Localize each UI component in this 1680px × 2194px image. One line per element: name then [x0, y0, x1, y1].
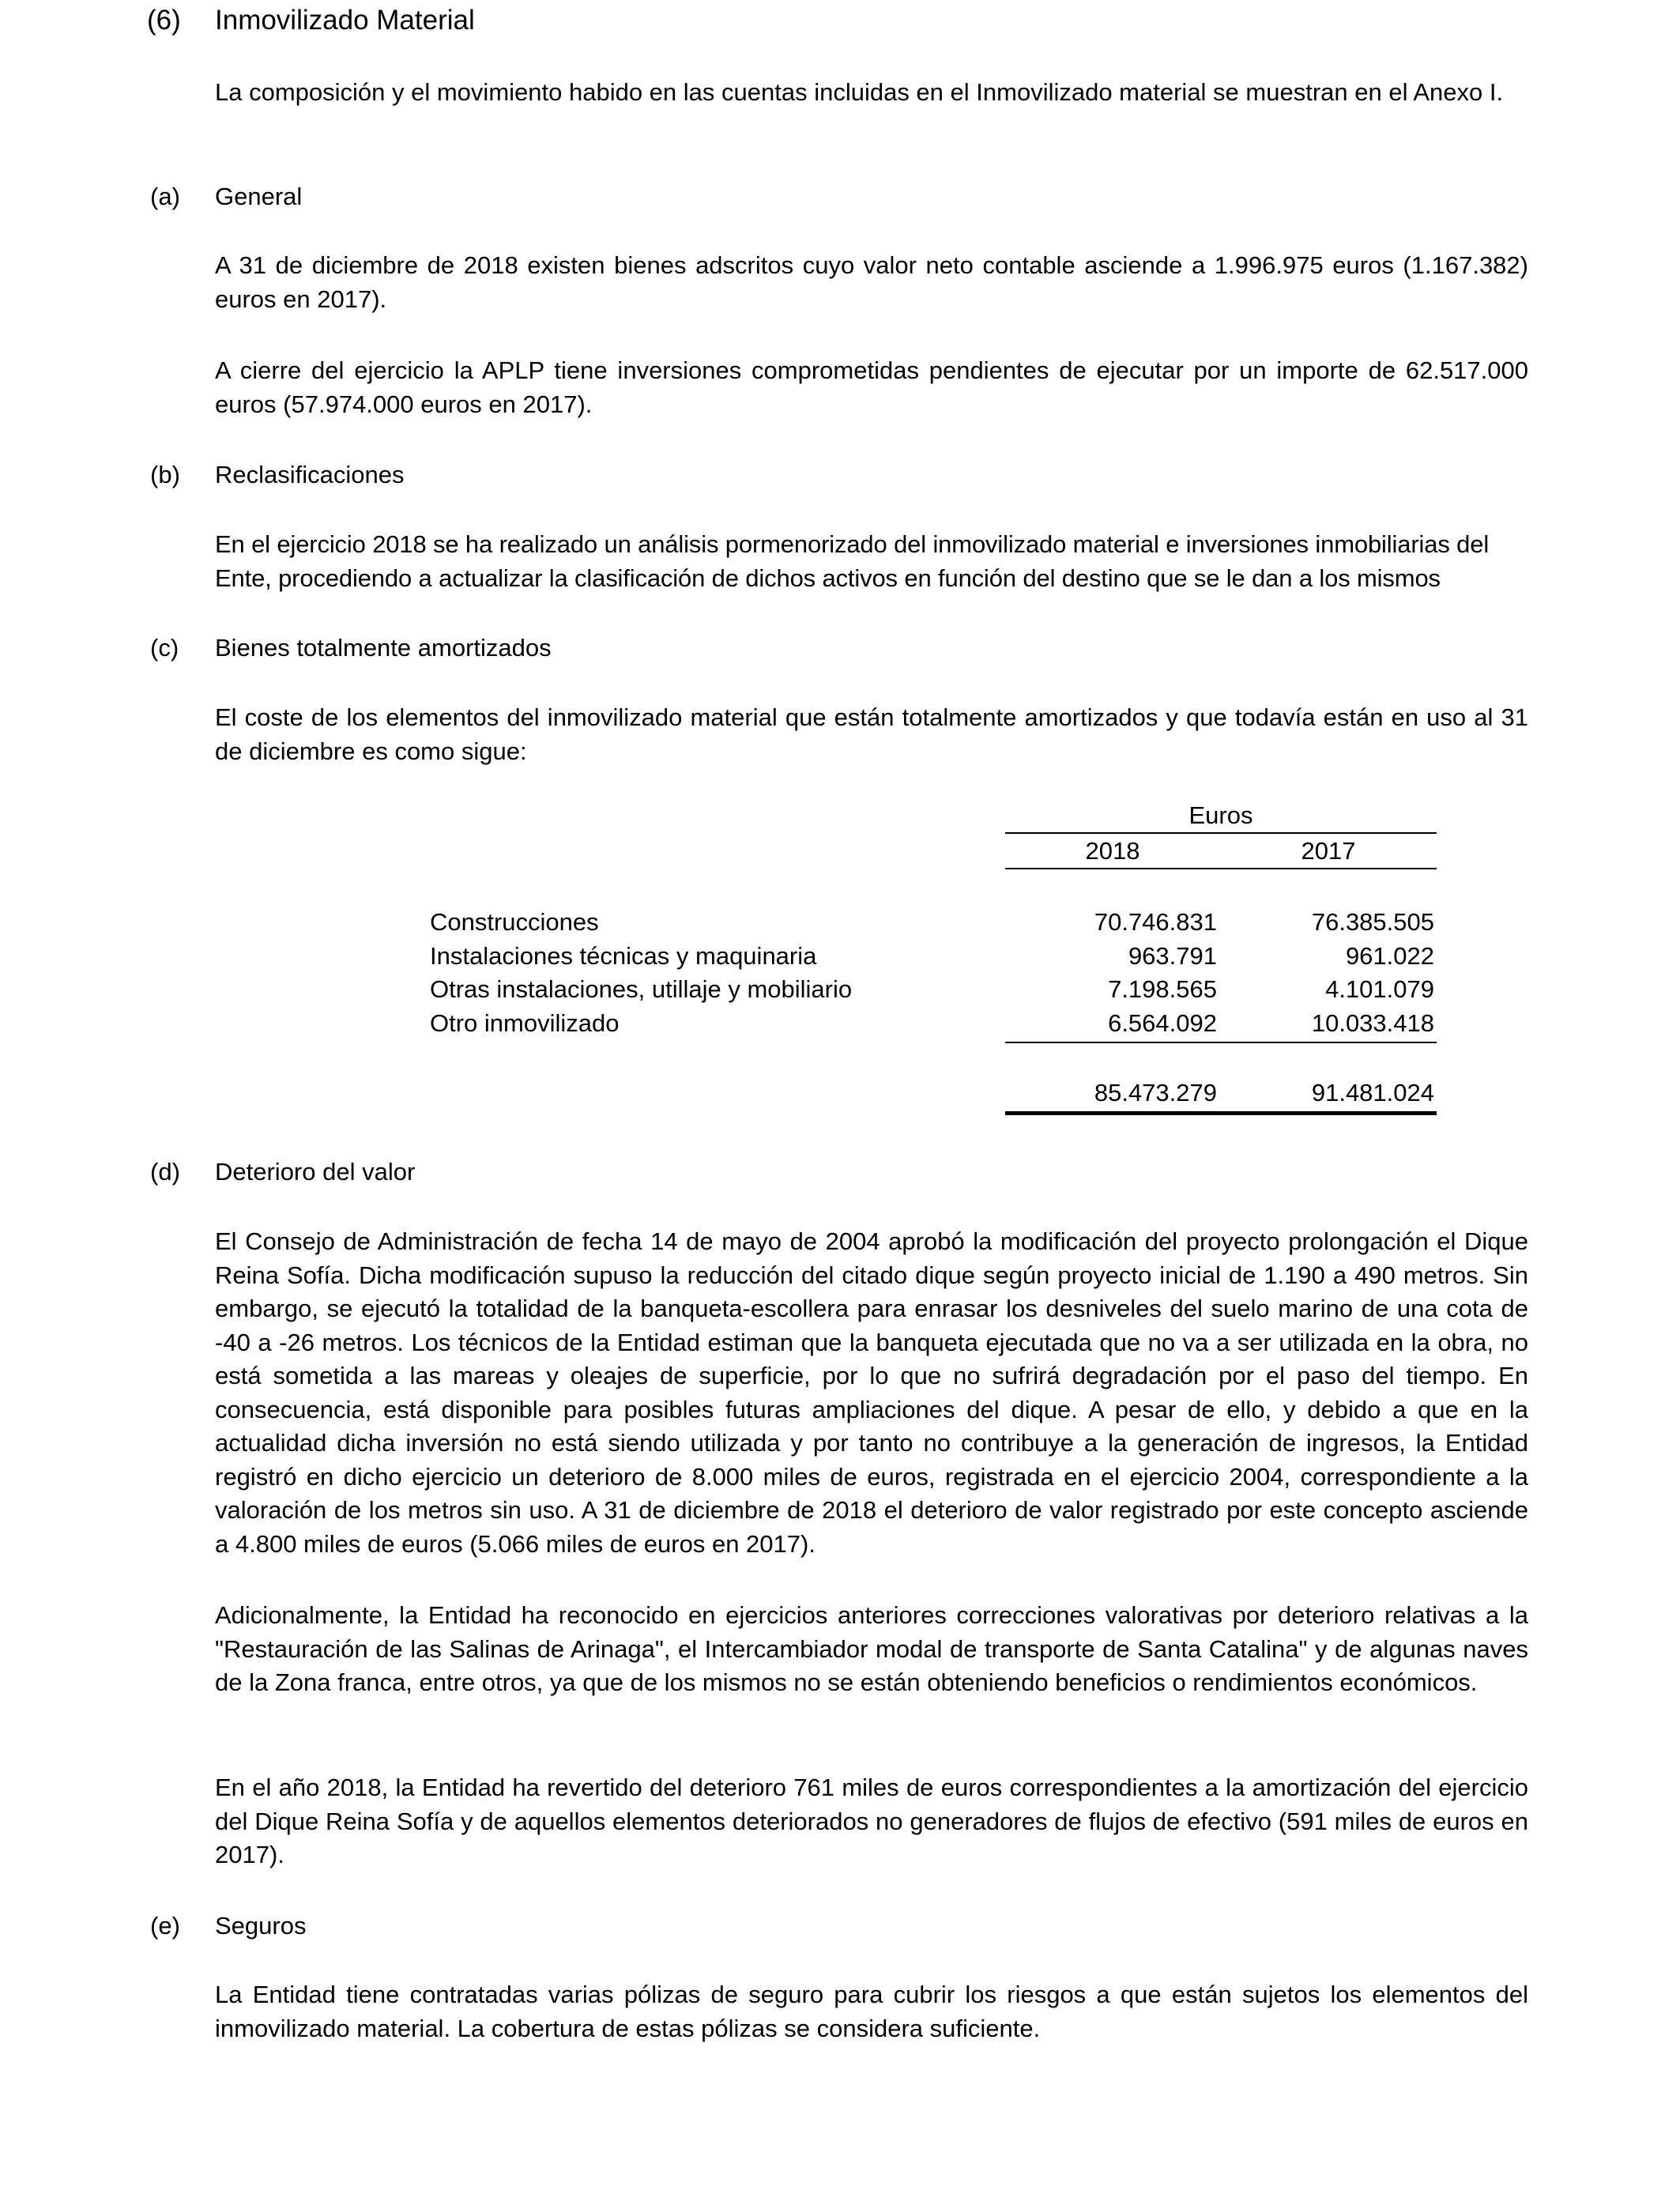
intro-paragraph: La composición y el movimiento habido en las cuentas incluidas en el Inmovilizado material se muestran en el Anexo I.: [215, 78, 1504, 106]
table-cell-2017: 76.385.505: [1311, 908, 1434, 936]
table-total-2017: 91.481.024: [1311, 1079, 1434, 1106]
table-subtotal-rule: [1005, 1042, 1437, 1043]
table-cell-2018: 70.746.831: [1094, 908, 1217, 936]
subsection-a-label: (a): [150, 183, 180, 210]
table-cell-2018: 963.791: [1128, 942, 1217, 970]
table-row-label: Otro inmovilizado: [430, 1009, 620, 1037]
subsection-a-paragraph-1: A 31 de diciembre de 2018 existen bienes adscritos cuyo valor neto contable asciende a 1.996.975 euros (1.167.382) euros en 2017).: [215, 251, 1528, 313]
subsection-c-label: (c): [150, 634, 179, 662]
subsection-d-label: (d): [150, 1158, 180, 1186]
table-row-label: Otras instalaciones, utillaje y mobiliario: [430, 975, 853, 1003]
section-number: (6): [147, 5, 181, 36]
table-total-rule: [1005, 1111, 1437, 1115]
table-currency-header: Euros: [1188, 801, 1253, 829]
subsection-e-label: (e): [150, 1912, 180, 1940]
subsection-d-paragraph-1: El Consejo de Administración de fecha 14 de mayo de 2004 aprobó la modificación del proyecto prolongación el Dique Reina Sofía. Dicha modificación supuso la reducción del citado dique según proyecto inicial de 1.190 a 490 metros. Sin embargo, se ejecutó la totalidad de la banqueta-escollera para enrasar los desniveles del suelo marino de una cota de -40 a -26 metros. Los técnicos de la Entidad estiman que la banqueta ejecutada que no va a ser utilizada en la obra, no está sometida a las mareas y oleajes de superficie, por lo que no sufrirá degradación por el paso del tiempo. En consecuencia, está disponible para posibles futuras ampliaciones del dique. A pesar de ello, y debido a que en la actualidad dicha inversión no está siendo utilizada y por tanto no contribuye a la generación de ingresos, la Entidad registró en dicho ejercicio un deterioro de 8.000 miles de euros, registrada en el ejercicio 2004, correspondiente a la valoración de los metros sin uso. A 31 de diciembre de 2018 el deterioro de valor registrado por este concepto asciende a 4.800 miles de euros (5.066 miles de euros en 2017).: [215, 1227, 1528, 1558]
table-year-2018-header: 2018: [1085, 837, 1140, 865]
subsection-a-paragraph-2: A cierre del ejercicio la APLP tiene inversiones comprometidas pendientes de ejecutar por un importe de 62.517.000 euros (57.974.000 euros en 2017).: [215, 356, 1528, 418]
table-cell-2018: 6.564.092: [1108, 1009, 1217, 1037]
subsection-b-paragraph: En el ejercicio 2018 se ha realizado un análisis pormenorizado del inmovilizado material e inversiones inmobiliarias del Ente, procediendo a actualizar la clasificación de dichos activos en función del destino que se le dan a los mismos: [215, 530, 1490, 592]
subsection-a-title: General: [215, 183, 303, 210]
subsection-b-title: Reclasificaciones: [215, 461, 405, 488]
table-cell-2017: 961.022: [1345, 942, 1434, 970]
subsection-d-title: Deterioro del valor: [215, 1158, 416, 1186]
subsection-c-paragraph: El coste de los elementos del inmovilizado material que están totalmente amortizados y que todavía están en uso al 31 de diciembre es como sigue:: [215, 703, 1528, 765]
table-cell-2017: 4.101.079: [1325, 975, 1434, 1003]
table-row-label: Instalaciones técnicas y maquinaria: [430, 942, 817, 970]
table-year-rule: [1005, 868, 1437, 869]
table-row-label: Construcciones: [430, 908, 599, 936]
subsection-d-paragraph-3: En el año 2018, la Entidad ha revertido del deterioro 761 miles de euros correspondientes a la amortización del ejercicio del Dique Reina Sofía y de aquellos elementos deteriorados no generadores de flujos de efectivo (591 miles de euros en 2017).: [215, 1774, 1528, 1868]
table-total-2018: 85.473.279: [1094, 1079, 1217, 1106]
table-year-2017-header: 2017: [1301, 837, 1356, 865]
subsection-c-title: Bienes totalmente amortizados: [215, 634, 552, 662]
table-header-rule: [1005, 832, 1437, 834]
subsection-e-title: Seguros: [215, 1912, 307, 1940]
subsection-e-paragraph: La Entidad tiene contratadas varias pólizas de seguro para cubrir los riesgos a que están sujetos los elementos del inmovilizado material. La cobertura de estas pólizas se considera suficiente.: [215, 1981, 1528, 2042]
subsection-b-label: (b): [150, 461, 180, 488]
subsection-d-paragraph-2: Adicionalmente, la Entidad ha reconocido en ejercicios anteriores correcciones valorativas por deterioro relativas a la "Restauración de las Salinas de Arinaga", el Intercambiador modal de transporte de Santa Catalina" y de algunas naves de la Zona franca, entre otros, ya que de los mismos no se están obteniendo beneficios o rendimientos económicos.: [215, 1601, 1528, 1696]
table-cell-2017: 10.033.418: [1311, 1009, 1434, 1037]
section-title: Inmovilizado Material: [215, 5, 475, 36]
table-cell-2018: 7.198.565: [1108, 975, 1217, 1003]
